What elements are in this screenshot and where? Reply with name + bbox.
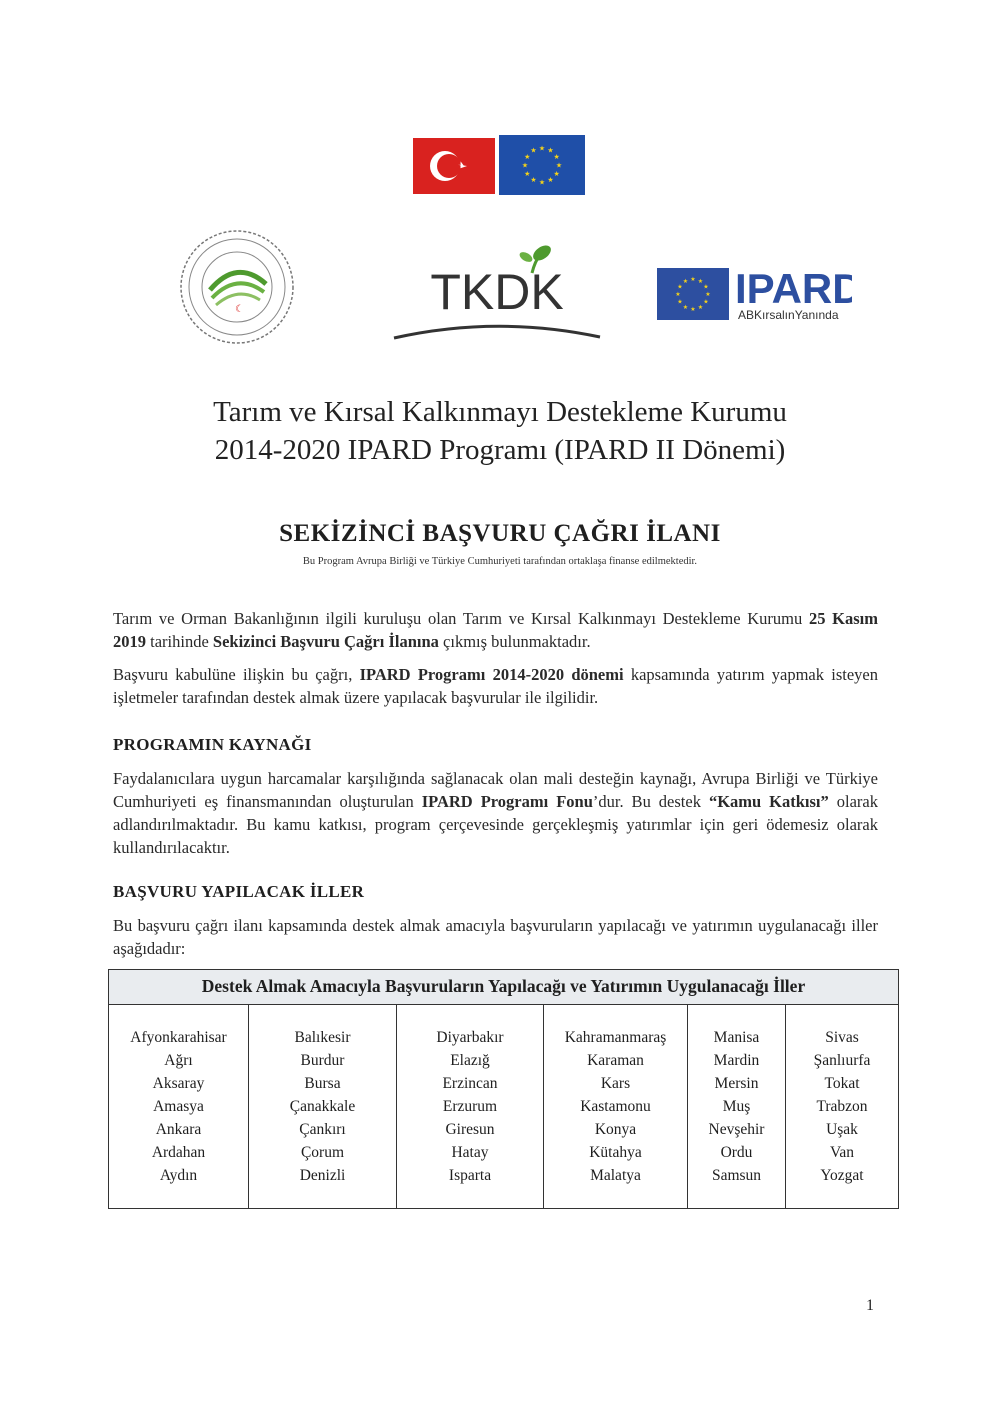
province-name: Samsun [711,1167,762,1184]
province-name: Konya [594,1121,637,1138]
svg-text:★: ★ [547,146,554,155]
svg-text:★: ★ [530,176,537,185]
svg-text:★: ★ [547,176,554,185]
province-column [248,1005,396,1208]
svg-text:★: ★ [682,278,689,286]
page-number: 1 [866,1297,874,1314]
svg-text:☾: ☾ [235,304,244,315]
province-name: Çanakkale [289,1098,356,1115]
province-name: Erzincan [442,1075,498,1092]
flags-logo [413,135,585,195]
provinces-table [108,969,899,1209]
province-name: Burdur [300,1052,345,1069]
province-column [543,1005,687,1208]
svg-text:★: ★ [690,306,696,314]
svg-text:★: ★ [703,283,709,291]
svg-text:★: ★ [690,276,696,284]
province-name: Isparta [448,1167,492,1184]
svg-text:ABKırsalınYanında: ABKırsalınYanında [738,308,839,322]
province-name: Çankırı [299,1121,346,1138]
province-name: Giresun [445,1121,495,1138]
province-name: Kastamonu [580,1098,651,1115]
svg-text:★: ★ [703,298,709,306]
province-name: Van [829,1144,855,1161]
intro-paragraph-1: Tarım ve Orman Bakanlığının ilgili kuruluşu olan Tarım ve Kırsal Kalkınmayı Destekleme Kurumu 25 Kasım 2019 tarihinde Sekizinci Başvuru Çağrı İlanına çıkmış bulunmaktadır. [113,609,878,651]
province-name: Mersin [714,1075,759,1092]
ipard-logo [657,266,852,322]
province-name: Uşak [826,1121,858,1138]
province-name: Malatya [590,1167,641,1184]
province-name: Ağrı [164,1052,193,1069]
section-heading-provinces: BAŞVURU YAPILACAK İLLER [113,882,365,901]
org-line-2: 2014-2020 IPARD Programı (IPARD II Dönemi) [214,434,786,466]
svg-text:★: ★ [521,161,529,170]
org-line-1: Tarım ve Kırsal Kalkınmayı Destekleme Kurumu [213,396,787,428]
province-name: Manisa [713,1029,760,1046]
svg-text:★: ★ [677,298,683,306]
call-subtitle: Bu Program Avrupa Birliği ve Türkiye Cumhuriyeti tarafından ortaklaşa finanse edilmektedir. [302,556,698,567]
province-name: Balıkesir [294,1029,351,1046]
province-name: Erzurum [442,1098,498,1115]
province-name: Muş [722,1098,751,1115]
svg-text:★: ★ [682,304,689,312]
province-column [785,1005,898,1208]
source-paragraph: Faydalanıcılara uygun harcamalar karşılığında sağlanacak olan mali desteğin kaynağı, Avrupa Birliği ve Türkiye Cumhuriyeti eş finansmanından oluşturulan IPARD Programı Fonu’dur. Bu destek “Kamu Katkısı” olarak adlandırılmaktadır. Bu kamu katkısı, program çerçevesinde gerçekleşmiş yatırımlar için geri ödemesiz olarak kullandırılacaktır. [113,769,878,857]
province-name: Kars [600,1075,631,1092]
province-name: Trabzon [816,1098,868,1115]
organization-title [0,393,1000,469]
svg-text:★: ★ [555,161,563,170]
province-name: Kahramanmaraş [564,1029,667,1046]
svg-text:★: ★ [705,291,711,299]
section-heading-source: PROGRAMIN KAYNAĞI [113,735,312,754]
province-name: Aksaray [152,1075,205,1092]
province-name: Ardahan [151,1144,206,1161]
svg-text:★: ★ [524,170,531,178]
province-name: Afyonkarahisar [130,1029,227,1046]
svg-text:★: ★ [697,304,704,312]
svg-text:★: ★ [524,152,531,161]
province-name: Sivas [825,1029,859,1046]
province-name: Tokat [824,1075,860,1092]
province-name: Ankara [155,1121,202,1138]
province-column [109,1005,248,1208]
province-name: Ordu [720,1144,753,1161]
svg-text:★: ★ [538,178,546,187]
svg-text:★: ★ [697,278,704,286]
province-name: Elazığ [450,1052,490,1069]
province-name: Karaman [587,1052,644,1069]
province-column [687,1005,785,1208]
tkdk-logo [392,243,602,340]
intro-paragraph-2: Başvuru kabulüne ilişkin bu çağrı, IPARD Programı 2014-2020 dönemi kapsamında yatırım yapmak isteyen işletmeler tarafından destek almak üzere yapılacak başvurular ile ilgilidir. [113,665,878,707]
ministry-seal-logo [178,228,296,346]
province-name: Amasya [153,1098,204,1115]
svg-text:★: ★ [675,291,681,299]
province-name: Mardin [713,1052,760,1069]
svg-text:★: ★ [553,152,560,161]
call-title: SEKİZİNCİ BAŞVURU ÇAĞRI İLANI [279,520,721,547]
svg-text:★: ★ [538,144,546,153]
province-name: Hatay [451,1144,489,1161]
province-name: Diyarbakır [436,1029,504,1046]
province-name: Kütahya [589,1144,642,1161]
table-title: Destek Almak Amacıyla Başvuruların Yapılacağı ve Yatırımın Uygulanacağı İller [109,970,898,1005]
svg-text:IPARD: IPARD [735,266,852,312]
provinces-intro: Bu başvuru çağrı ilanı kapsamında destek almak amacıyla başvuruların yapılacağı ve yatırımın uygulanacağı iller aşağıdadır: [113,916,878,958]
svg-text:TKDK: TKDK [430,264,564,320]
province-name: Bursa [304,1075,341,1092]
province-name: Aydın [159,1167,198,1184]
svg-text:★: ★ [530,146,537,155]
province-name: Yozgat [820,1167,864,1184]
province-name: Çorum [300,1144,345,1161]
province-name: Nevşehir [708,1121,765,1138]
province-name: Denizli [299,1167,346,1184]
svg-text:★: ★ [677,283,683,291]
province-name: Şanlıurfa [813,1052,871,1069]
province-column [396,1005,543,1208]
svg-text:★: ★ [553,170,560,178]
